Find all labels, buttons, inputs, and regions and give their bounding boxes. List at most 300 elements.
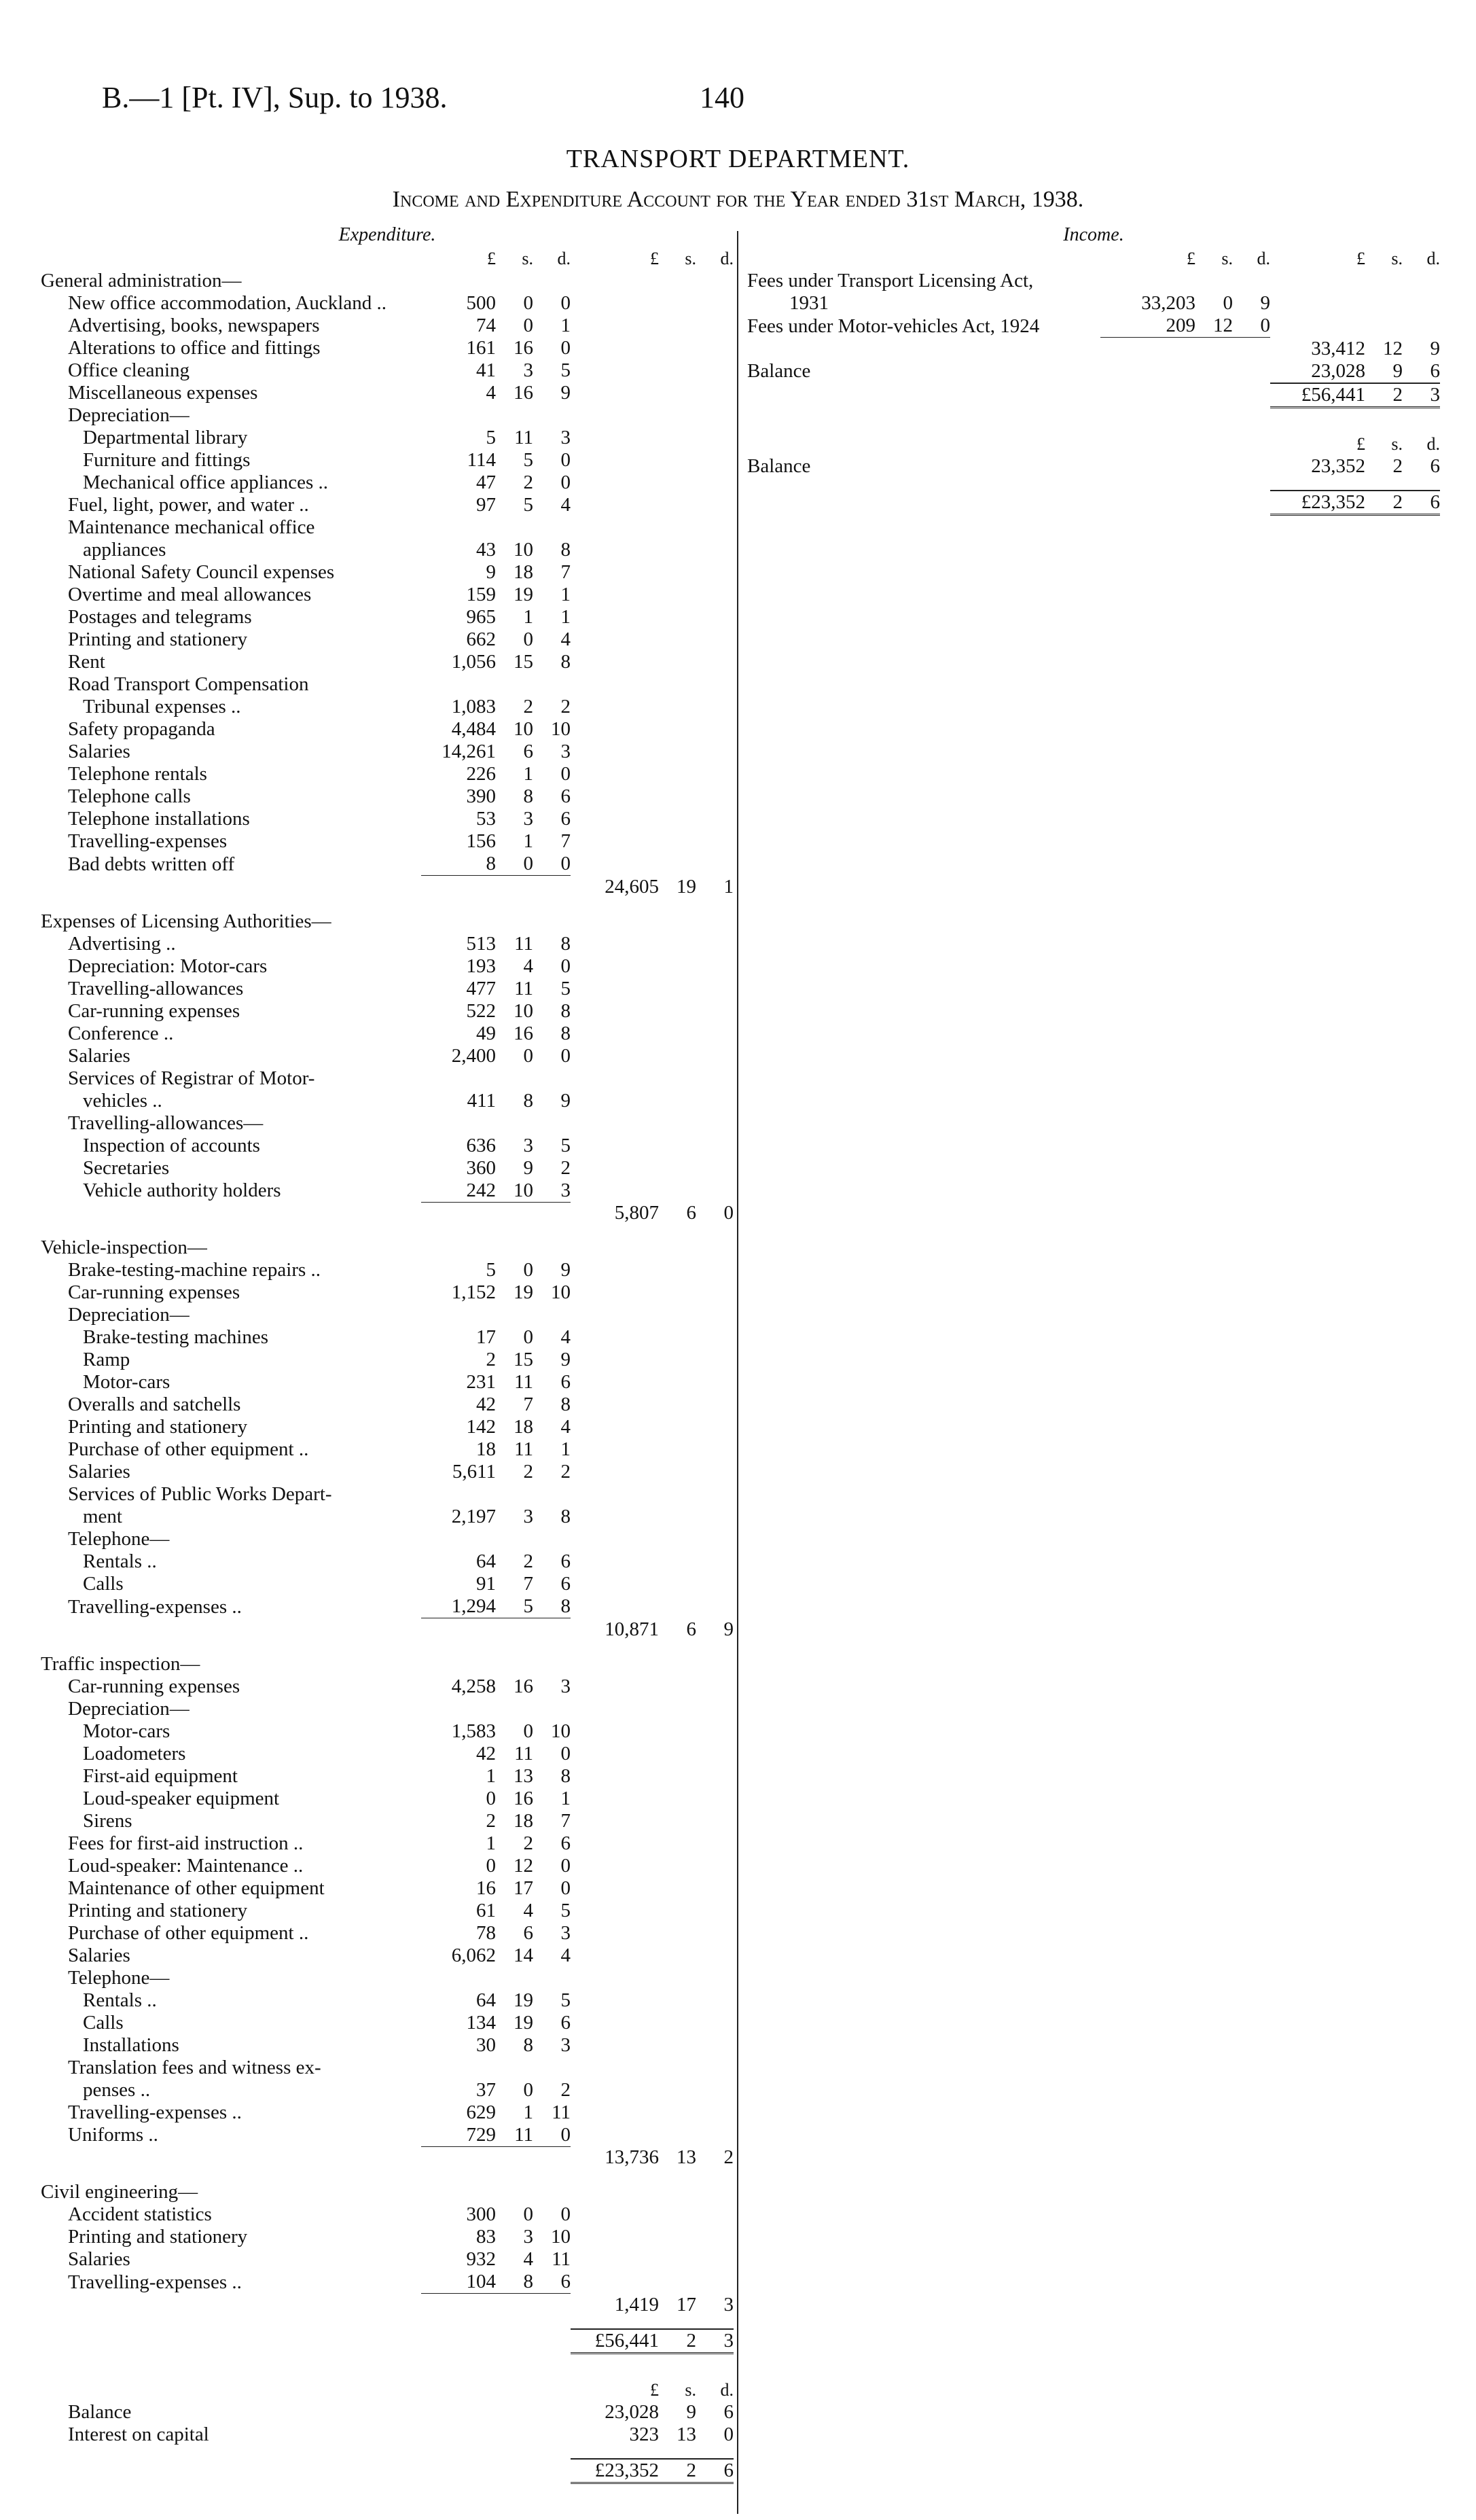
amount-shillings: 7 <box>523 1394 533 1415</box>
line-item <box>41 1023 734 1045</box>
line-item-label: Tribunal expenses .. <box>83 696 241 717</box>
amount-shillings: 0 <box>523 292 533 314</box>
total-pence <box>696 978 734 1000</box>
amount-pence: 9 <box>560 1259 571 1281</box>
line-item <box>41 1304 734 1326</box>
appropriation-total <box>41 2459 734 2483</box>
line-item-label: First-aid equipment <box>83 1764 238 1787</box>
total-pounds <box>571 1653 659 1675</box>
amount-pence <box>533 876 571 898</box>
col-header <box>1233 433 1270 455</box>
total-shillings <box>659 359 696 382</box>
line-item <box>41 741 734 763</box>
amount-pounds <box>1100 455 1195 478</box>
amount-pounds: 1,152 <box>451 1281 496 1303</box>
amount-pence: 8 <box>560 539 571 561</box>
total-pounds: 323 <box>629 2423 659 2445</box>
amount-shillings: 0 <box>523 1326 533 1348</box>
amount-pence <box>1233 338 1270 360</box>
amount-shillings: 16 <box>514 337 533 359</box>
total-pence <box>696 2203 734 2226</box>
amount-pence: 0 <box>560 955 571 977</box>
total-shillings: 2 <box>659 2459 696 2483</box>
total-shillings <box>659 516 696 539</box>
line-item <box>41 673 734 696</box>
total-shillings <box>659 741 696 763</box>
amount-pounds: 500 <box>466 292 496 314</box>
total-pounds <box>571 1765 659 1788</box>
amount-shillings: 3 <box>523 359 533 381</box>
amount-pence <box>1233 383 1270 408</box>
line-item-label <box>41 2294 421 2316</box>
amount-pence: 5 <box>560 359 571 381</box>
total-pence <box>696 651 734 673</box>
total-pounds <box>571 1371 659 1394</box>
amount-pounds <box>421 1528 496 1550</box>
total-pounds <box>571 1179 659 1203</box>
amount-shillings: 0 <box>523 2078 533 2101</box>
amount-pence: 0 <box>560 1742 571 1764</box>
line-item-label: Rentals .. <box>83 1989 157 2011</box>
spacer-cell <box>696 2446 734 2459</box>
line-item <box>41 1394 734 1416</box>
spacer-cell <box>41 2169 421 2181</box>
amount-pence: 6 <box>560 2011 571 2034</box>
spacer-row <box>41 2169 734 2181</box>
line-item-label: Calls <box>83 1573 124 1595</box>
line-item <box>41 1461 734 1483</box>
total-pounds <box>571 494 659 516</box>
amount-shillings: 18 <box>514 1809 533 1832</box>
amount-pounds <box>1100 383 1195 408</box>
total-shillings <box>659 1023 696 1045</box>
total-pence <box>696 696 734 718</box>
col-header: £ <box>650 249 659 268</box>
total-pence <box>696 494 734 516</box>
amount-shillings: 0 <box>523 2203 533 2225</box>
amount-shillings: 0 <box>523 628 533 650</box>
line-item <box>41 1788 734 1810</box>
line-item <box>41 1989 734 2012</box>
spacer-cell <box>421 2446 496 2459</box>
amount-pounds <box>421 1304 496 1326</box>
spacer-cell <box>696 2366 734 2379</box>
amount-shillings <box>496 1528 533 1550</box>
amount-shillings <box>496 2401 533 2424</box>
amount-pence: 6 <box>560 1550 571 1572</box>
line-item <box>41 449 734 472</box>
amount-pence: 7 <box>560 561 571 583</box>
line-item <box>41 1000 734 1023</box>
total-pence: 0 <box>723 1202 734 1224</box>
line-item-label: Calls <box>83 2011 124 2034</box>
line-item-label: Inspection of accounts <box>83 1134 260 1156</box>
total-pounds <box>571 404 659 427</box>
amount-shillings <box>1195 455 1233 478</box>
amount-shillings <box>496 876 533 898</box>
total-pence: 3 <box>1403 383 1440 408</box>
total-pounds <box>571 2271 659 2294</box>
amount-pounds: 161 <box>466 337 496 359</box>
line-item-label: Advertising .. <box>68 932 176 955</box>
amount-pence <box>533 270 571 292</box>
income-item <box>747 270 1440 292</box>
total-shillings <box>659 427 696 449</box>
amount-pounds: 74 <box>476 315 496 336</box>
appropriation-item <box>747 455 1440 478</box>
total-pounds <box>571 1900 659 1922</box>
income-subtotal <box>747 338 1440 360</box>
amount-pounds: 2,400 <box>451 1044 496 1067</box>
total-pounds <box>571 1394 659 1416</box>
line-item-label: Sirens <box>83 1809 132 1832</box>
amount-pence <box>533 2329 571 2354</box>
amount-pence: 4 <box>560 1326 571 1348</box>
line-item-label: Maintenance of other equipment <box>68 1877 325 1899</box>
amount-shillings <box>1195 360 1233 383</box>
amount-pounds: 61 <box>476 1899 496 1921</box>
line-item <box>41 315 734 337</box>
line-item-label: Salaries <box>68 1461 130 1483</box>
spacer-cell <box>496 2316 533 2329</box>
col-header: £ <box>1356 433 1365 454</box>
amount-shillings: 8 <box>523 785 533 807</box>
amount-pounds: 41 <box>476 359 496 381</box>
line-item-label: Travelling-expenses .. <box>68 2271 242 2293</box>
total-pounds <box>571 2203 659 2226</box>
line-item <box>41 1045 734 1067</box>
amount-shillings: 1 <box>523 606 533 628</box>
total-shillings <box>659 2203 696 2226</box>
total-pence <box>696 1810 734 1832</box>
running-header: B.—1 [Pt. IV], Sup. to 1938. <box>102 81 448 114</box>
spacer-cell <box>496 2446 533 2459</box>
amount-pence <box>533 516 571 539</box>
amount-pounds: 411 <box>467 1089 496 1112</box>
amount-shillings: 0 <box>523 1720 533 1742</box>
total-shillings <box>659 1157 696 1179</box>
total-shillings <box>659 292 696 315</box>
amount-pence: 10 <box>551 1720 571 1742</box>
total-pounds: 33,412 <box>1311 337 1365 359</box>
amount-pence: 6 <box>560 2271 571 2292</box>
total-shillings <box>659 1675 696 1698</box>
total-pence <box>696 741 734 763</box>
amount-pence <box>533 2146 571 2169</box>
line-item-label: Translation fees and witness ex- <box>68 2056 321 2078</box>
total-pence <box>1403 292 1440 315</box>
total-pence <box>696 1989 734 2012</box>
line-item-label: Salaries <box>68 741 130 762</box>
amount-pence: 9 <box>560 1349 571 1370</box>
amount-pence: 1 <box>560 606 571 628</box>
line-item <box>41 1743 734 1765</box>
total-shillings <box>659 337 696 359</box>
line-item-label <box>41 2329 421 2354</box>
spacer-cell <box>421 2169 496 2181</box>
total-shillings <box>659 1416 696 1438</box>
total-shillings <box>659 1179 696 1203</box>
col-header: d. <box>720 2379 734 2400</box>
total-pounds <box>571 1157 659 1179</box>
total-shillings <box>659 2124 696 2147</box>
total-pounds <box>571 1326 659 1349</box>
amount-pounds <box>421 910 496 933</box>
amount-pounds <box>421 2329 496 2354</box>
total-shillings <box>659 1743 696 1765</box>
amount-pounds <box>421 2294 496 2316</box>
total-pence <box>696 1877 734 1900</box>
total-shillings: 2 <box>1392 455 1403 477</box>
total-pounds: 23,352 <box>1311 455 1365 477</box>
amount-shillings: 19 <box>514 2011 533 2034</box>
col-header: s. <box>685 2379 696 2400</box>
column-divider <box>737 231 738 2514</box>
line-item-label: Fees for first-aid instruction .. <box>68 1832 304 1854</box>
total-pounds <box>571 1349 659 1371</box>
total-pounds <box>571 1416 659 1438</box>
total-shillings <box>659 1698 696 1720</box>
total-pounds <box>571 1506 659 1528</box>
total-shillings <box>659 1922 696 1945</box>
spacer-cell <box>696 2169 734 2181</box>
line-item <box>41 359 734 382</box>
spacer-cell <box>41 1224 421 1237</box>
amount-shillings <box>496 1698 533 1720</box>
amount-pounds <box>421 1618 496 1641</box>
amount-shillings <box>1195 491 1233 515</box>
amount-pounds <box>421 2057 496 2079</box>
amount-shillings: 16 <box>514 1675 533 1697</box>
amount-shillings: 14 <box>514 1944 533 1966</box>
amount-pounds <box>421 1067 496 1090</box>
total-pence <box>696 1438 734 1461</box>
line-item-label: Fees under Transport Licensing Act, <box>747 270 1034 291</box>
amount-shillings <box>496 516 533 539</box>
total-pence <box>696 359 734 382</box>
total-pounds: £23,352 <box>571 2459 659 2483</box>
amount-pounds: 5 <box>486 427 496 448</box>
total-pounds: £56,441 <box>571 2329 659 2354</box>
total-pounds <box>571 1304 659 1326</box>
spacer-cell <box>1270 421 1365 433</box>
total-pence <box>696 1788 734 1810</box>
total-pounds <box>571 1922 659 1945</box>
total-shillings <box>659 1371 696 1394</box>
total-pence: 6 <box>1403 491 1440 515</box>
line-item-label: Salaries <box>68 2248 130 2270</box>
line-item <box>41 830 734 853</box>
line-item <box>41 1967 734 1989</box>
amount-pounds: 17 <box>476 1326 496 1348</box>
amount-pence <box>1233 360 1270 383</box>
section-total <box>41 2294 734 2316</box>
total-shillings <box>659 1112 696 1135</box>
line-item-label <box>41 2146 421 2169</box>
amount-pounds <box>421 516 496 539</box>
amount-shillings: 2 <box>523 696 533 717</box>
line-item-label: Brake-testing machines <box>83 1326 268 1348</box>
spacer-cell <box>571 2316 659 2329</box>
amount-pence: 3 <box>560 1179 571 1201</box>
amount-pence: 1 <box>560 315 571 336</box>
spacer-cell <box>659 898 696 910</box>
total-pounds <box>571 2079 659 2101</box>
total-pence <box>696 382 734 404</box>
amount-pounds <box>421 1237 496 1259</box>
total-pence <box>696 606 734 628</box>
line-item-label: Postages and telegrams <box>68 606 252 628</box>
amount-pence: 0 <box>560 472 571 493</box>
spacer-cell <box>1270 478 1365 491</box>
amount-shillings: 16 <box>514 1022 533 1044</box>
line-item-label: Rentals .. <box>83 1550 157 1572</box>
amount-pounds: 729 <box>466 2123 496 2146</box>
amount-shillings <box>496 2181 533 2203</box>
spacer-cell <box>571 2353 659 2366</box>
total-pence <box>696 1023 734 1045</box>
line-item-label: Telephone rentals <box>68 763 207 785</box>
amount-shillings: 13 <box>514 1764 533 1787</box>
total-shillings <box>659 1832 696 1855</box>
amount-pence: 0 <box>560 337 571 359</box>
amount-pounds: 1,294 <box>451 1595 496 1617</box>
spacer-cell <box>696 1641 734 1653</box>
total-shillings: 13 <box>677 2146 696 2168</box>
line-item <box>41 763 734 785</box>
total-pounds <box>571 1945 659 1967</box>
line-item-label: Travelling-allowances <box>68 977 244 999</box>
spacer-cell <box>41 2353 421 2366</box>
total-pence <box>696 2226 734 2248</box>
total-pence <box>696 1922 734 1945</box>
amount-pounds: 43 <box>476 539 496 561</box>
amount-pounds: 2 <box>486 1809 496 1832</box>
amount-pounds: 4 <box>486 382 496 404</box>
amount-shillings <box>496 910 533 933</box>
amount-shillings <box>496 1618 533 1641</box>
total-pence <box>696 1067 734 1090</box>
total-pounds <box>571 1550 659 1573</box>
total-pence <box>696 1394 734 1416</box>
total-shillings <box>659 2034 696 2057</box>
total-shillings <box>659 382 696 404</box>
amount-pounds: 30 <box>476 2034 496 2056</box>
spacer-cell <box>696 898 734 910</box>
total-pence <box>696 1304 734 1326</box>
line-item-label: Secretaries <box>83 1156 170 1179</box>
amount-shillings <box>496 1202 533 1224</box>
total-shillings <box>659 910 696 933</box>
amount-shillings: 5 <box>523 1595 533 1617</box>
spacer-cell <box>571 898 659 910</box>
line-item-label: Depreciation: Motor-cars <box>68 955 268 977</box>
line-item-label: Car-running expenses <box>68 1675 240 1697</box>
line-item <box>41 1675 734 1698</box>
line-item-label: vehicles .. <box>83 1089 162 1112</box>
amount-shillings <box>496 1067 533 1090</box>
col-header <box>1195 433 1233 455</box>
spacer-cell <box>1403 407 1440 421</box>
amount-pounds <box>421 270 496 292</box>
amount-shillings: 11 <box>514 1438 533 1460</box>
line-item-label: Car-running expenses <box>68 999 240 1022</box>
spacer-row <box>41 898 734 910</box>
total-shillings <box>659 494 696 516</box>
total-pence: 3 <box>723 2293 734 2315</box>
total-pounds: 13,736 <box>605 2146 659 2168</box>
line-item <box>41 2203 734 2226</box>
total-pounds <box>571 2248 659 2271</box>
line-item-label: General administration— <box>41 270 242 291</box>
total-pence <box>696 2248 734 2271</box>
amount-pounds: 64 <box>476 1550 496 1572</box>
amount-pounds: 390 <box>466 785 496 807</box>
total-shillings <box>659 1349 696 1371</box>
total-pence <box>696 955 734 978</box>
spacer-cell <box>496 2169 533 2181</box>
spacer-cell <box>41 2366 421 2379</box>
total-shillings <box>659 955 696 978</box>
amount-pounds: 360 <box>466 1156 496 1179</box>
section-total <box>41 1202 734 1224</box>
amount-shillings: 5 <box>523 449 533 471</box>
total-shillings <box>659 785 696 808</box>
total-pence <box>696 1112 734 1135</box>
header-spacer <box>41 2379 421 2401</box>
line-item-label: Balance <box>68 2400 132 2423</box>
amount-pounds: 209 <box>1166 315 1195 336</box>
amount-pounds: 242 <box>466 1179 496 1201</box>
spacer-cell <box>1100 407 1195 421</box>
line-item <box>41 853 734 876</box>
amount-pounds <box>421 2459 496 2483</box>
amount-shillings: 19 <box>514 1281 533 1303</box>
amount-pounds <box>1100 360 1195 383</box>
spacer-cell <box>496 2366 533 2379</box>
total-pence <box>696 427 734 449</box>
spacer-cell <box>1403 478 1440 491</box>
total-pounds <box>571 2124 659 2147</box>
amount-pounds: 49 <box>476 1022 496 1044</box>
line-item-label: Balance <box>747 455 811 477</box>
total-pence: 2 <box>723 2146 734 2168</box>
line-item-label: Services of Public Works Depart- <box>68 1483 332 1505</box>
total-pounds <box>571 1023 659 1045</box>
col-header <box>1100 433 1195 455</box>
amount-pence: 0 <box>560 1877 571 1899</box>
line-item <box>41 2271 734 2294</box>
grand-total-row <box>747 383 1440 408</box>
total-pounds <box>571 382 659 404</box>
line-item <box>41 427 734 449</box>
total-shillings: 19 <box>677 875 696 898</box>
amount-shillings: 10 <box>514 718 533 740</box>
total-pence <box>696 404 734 427</box>
total-shillings <box>659 1090 696 1112</box>
amount-shillings: 15 <box>514 651 533 673</box>
section-total <box>41 876 734 898</box>
line-item-label: Printing and stationery <box>68 628 248 650</box>
amount-pence: 6 <box>560 785 571 807</box>
amount-pence: 4 <box>560 1944 571 1966</box>
line-item-label: Alterations to office and fittings <box>68 337 321 359</box>
spacer-cell <box>1195 407 1233 421</box>
amount-shillings: 4 <box>523 955 533 977</box>
amount-shillings <box>496 2424 533 2446</box>
total-pence <box>696 1900 734 1922</box>
line-item-label: Travelling-expenses .. <box>68 2101 242 2123</box>
